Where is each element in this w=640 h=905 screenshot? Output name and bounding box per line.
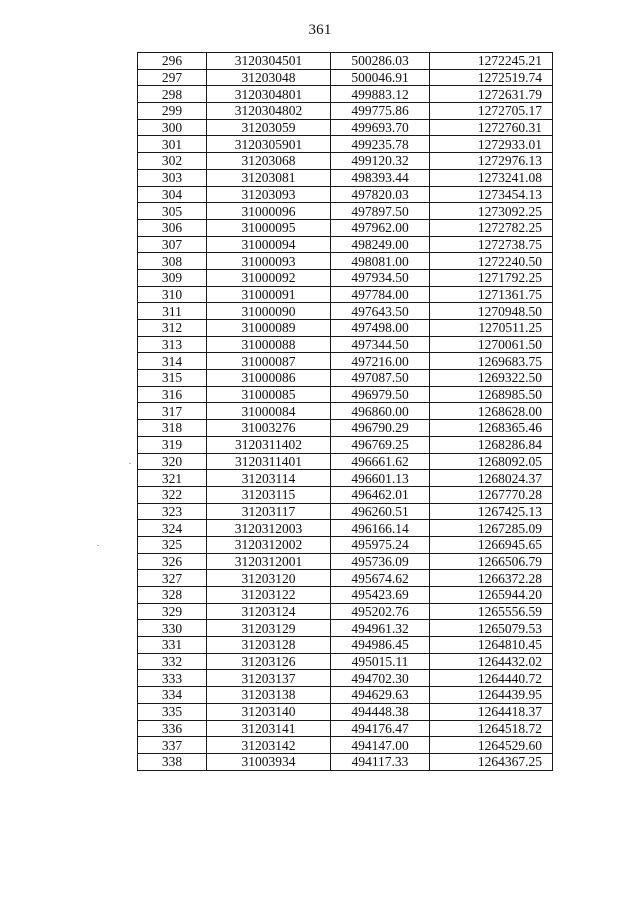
y-coordinate-cell: 1268286.84 bbox=[430, 436, 553, 453]
point-number-cell: 322 bbox=[138, 486, 207, 503]
y-coordinate-cell: 1266945.65 bbox=[430, 536, 553, 553]
point-number-cell: 337 bbox=[138, 737, 207, 754]
point-id-cell: 31203129 bbox=[207, 620, 331, 637]
x-coordinate-cell: 494448.38 bbox=[331, 703, 430, 720]
table-row bbox=[138, 587, 553, 604]
x-coordinate-cell: 497962.00 bbox=[331, 219, 430, 236]
point-number-cell: 306 bbox=[138, 219, 207, 236]
point-id-cell: 31000090 bbox=[207, 303, 331, 320]
table-row bbox=[138, 737, 553, 754]
table-row bbox=[138, 470, 553, 487]
point-id-cell: 31203142 bbox=[207, 737, 331, 754]
x-coordinate-cell: 498249.00 bbox=[331, 236, 430, 253]
x-coordinate-cell: 500286.03 bbox=[331, 53, 430, 70]
y-coordinate-cell: 1264529.60 bbox=[430, 737, 553, 754]
point-id-cell: 31000088 bbox=[207, 336, 331, 353]
point-id-cell: 31203138 bbox=[207, 687, 331, 704]
y-coordinate-cell: 1272933.01 bbox=[430, 136, 553, 153]
point-number-cell: 328 bbox=[138, 587, 207, 604]
table-row bbox=[138, 536, 553, 553]
point-number-cell: 315 bbox=[138, 370, 207, 387]
point-number-cell: 327 bbox=[138, 570, 207, 587]
x-coordinate-cell: 494629.63 bbox=[331, 687, 430, 704]
y-coordinate-cell: 1270061.50 bbox=[430, 336, 553, 353]
y-coordinate-cell: 1269683.75 bbox=[430, 353, 553, 370]
table-row bbox=[138, 103, 553, 120]
y-coordinate-cell: 1264432.02 bbox=[430, 653, 553, 670]
point-id-cell: 3120311401 bbox=[207, 453, 331, 470]
y-coordinate-cell: 1270948.50 bbox=[430, 303, 553, 320]
point-number-cell: 335 bbox=[138, 703, 207, 720]
point-id-cell: 31000084 bbox=[207, 403, 331, 420]
y-coordinate-cell: 1268985.50 bbox=[430, 386, 553, 403]
point-id-cell: 31000092 bbox=[207, 269, 331, 286]
point-id-cell: 3120312002 bbox=[207, 536, 331, 553]
y-coordinate-cell: 1273454.13 bbox=[430, 186, 553, 203]
point-number-cell: 314 bbox=[138, 353, 207, 370]
y-coordinate-cell: 1264439.95 bbox=[430, 687, 553, 704]
y-coordinate-cell: 1273092.25 bbox=[430, 203, 553, 220]
point-number-cell: 338 bbox=[138, 753, 207, 770]
point-number-cell: 298 bbox=[138, 86, 207, 103]
y-coordinate-cell: 1265944.20 bbox=[430, 587, 553, 604]
table-row bbox=[138, 169, 553, 186]
table-row bbox=[138, 420, 553, 437]
x-coordinate-cell: 496166.14 bbox=[331, 520, 430, 537]
y-coordinate-cell: 1268024.37 bbox=[430, 470, 553, 487]
x-coordinate-cell: 497498.00 bbox=[331, 320, 430, 337]
y-coordinate-cell: 1269322.50 bbox=[430, 370, 553, 387]
table-row bbox=[138, 503, 553, 520]
x-coordinate-cell: 495423.69 bbox=[331, 587, 430, 604]
table-row bbox=[138, 353, 553, 370]
x-coordinate-cell: 496661.62 bbox=[331, 453, 430, 470]
y-coordinate-cell: 1272631.79 bbox=[430, 86, 553, 103]
table-row bbox=[138, 153, 553, 170]
point-number-cell: 317 bbox=[138, 403, 207, 420]
point-id-cell: 31203120 bbox=[207, 570, 331, 587]
y-coordinate-cell: 1270511.25 bbox=[430, 320, 553, 337]
x-coordinate-cell: 499693.70 bbox=[331, 119, 430, 136]
point-id-cell: 31203122 bbox=[207, 587, 331, 604]
y-coordinate-cell: 1264367.25 bbox=[430, 753, 553, 770]
y-coordinate-cell: 1267285.09 bbox=[430, 520, 553, 537]
page-number: 361 bbox=[308, 22, 332, 38]
table-row bbox=[138, 603, 553, 620]
point-number-cell: 299 bbox=[138, 103, 207, 120]
y-coordinate-cell: 1271792.25 bbox=[430, 269, 553, 286]
point-id-cell: 3120311402 bbox=[207, 436, 331, 453]
x-coordinate-cell: 497216.00 bbox=[331, 353, 430, 370]
y-coordinate-cell: 1265079.53 bbox=[430, 620, 553, 637]
point-id-cell: 31000085 bbox=[207, 386, 331, 403]
point-id-cell: 31203081 bbox=[207, 169, 331, 186]
scan-speck bbox=[97, 545, 99, 546]
y-coordinate-cell: 1265556.59 bbox=[430, 603, 553, 620]
point-number-cell: 296 bbox=[138, 53, 207, 70]
x-coordinate-cell: 496860.00 bbox=[331, 403, 430, 420]
coordinates-table bbox=[137, 52, 553, 771]
point-number-cell: 309 bbox=[138, 269, 207, 286]
point-id-cell: 31000087 bbox=[207, 353, 331, 370]
x-coordinate-cell: 496462.01 bbox=[331, 486, 430, 503]
point-id-cell: 31000093 bbox=[207, 253, 331, 270]
table-row bbox=[138, 687, 553, 704]
point-number-cell: 308 bbox=[138, 253, 207, 270]
point-number-cell: 297 bbox=[138, 69, 207, 86]
point-number-cell: 321 bbox=[138, 470, 207, 487]
x-coordinate-cell: 497643.50 bbox=[331, 303, 430, 320]
point-id-cell: 3120305901 bbox=[207, 136, 331, 153]
table-row bbox=[138, 136, 553, 153]
y-coordinate-cell: 1267425.13 bbox=[430, 503, 553, 520]
point-number-cell: 304 bbox=[138, 186, 207, 203]
scan-speck bbox=[129, 463, 131, 464]
table-row bbox=[138, 637, 553, 654]
y-coordinate-cell: 1272782.25 bbox=[430, 219, 553, 236]
x-coordinate-cell: 494117.33 bbox=[331, 753, 430, 770]
y-coordinate-cell: 1272705.17 bbox=[430, 103, 553, 120]
point-id-cell: 31203048 bbox=[207, 69, 331, 86]
table-row bbox=[138, 670, 553, 687]
y-coordinate-cell: 1268092.05 bbox=[430, 453, 553, 470]
point-id-cell: 31203141 bbox=[207, 720, 331, 737]
point-number-cell: 319 bbox=[138, 436, 207, 453]
point-id-cell: 31203114 bbox=[207, 470, 331, 487]
point-number-cell: 316 bbox=[138, 386, 207, 403]
table-row bbox=[138, 703, 553, 720]
point-number-cell: 330 bbox=[138, 620, 207, 637]
x-coordinate-cell: 497897.50 bbox=[331, 203, 430, 220]
point-id-cell: 31003934 bbox=[207, 753, 331, 770]
point-number-cell: 312 bbox=[138, 320, 207, 337]
table-row bbox=[138, 403, 553, 420]
x-coordinate-cell: 494961.32 bbox=[331, 620, 430, 637]
point-number-cell: 329 bbox=[138, 603, 207, 620]
table-row bbox=[138, 253, 553, 270]
x-coordinate-cell: 498393.44 bbox=[331, 169, 430, 186]
point-id-cell: 3120304801 bbox=[207, 86, 331, 103]
y-coordinate-cell: 1272245.21 bbox=[430, 53, 553, 70]
y-coordinate-cell: 1272738.75 bbox=[430, 236, 553, 253]
point-number-cell: 334 bbox=[138, 687, 207, 704]
x-coordinate-cell: 499120.32 bbox=[331, 153, 430, 170]
table-row bbox=[138, 320, 553, 337]
y-coordinate-cell: 1271361.75 bbox=[430, 286, 553, 303]
point-number-cell: 320 bbox=[138, 453, 207, 470]
point-number-cell: 310 bbox=[138, 286, 207, 303]
x-coordinate-cell: 499235.78 bbox=[331, 136, 430, 153]
table-row bbox=[138, 336, 553, 353]
y-coordinate-cell: 1266372.28 bbox=[430, 570, 553, 587]
y-coordinate-cell: 1264418.37 bbox=[430, 703, 553, 720]
x-coordinate-cell: 494986.45 bbox=[331, 637, 430, 654]
x-coordinate-cell: 496260.51 bbox=[331, 503, 430, 520]
table-row bbox=[138, 186, 553, 203]
point-number-cell: 311 bbox=[138, 303, 207, 320]
table-row bbox=[138, 386, 553, 403]
point-number-cell: 336 bbox=[138, 720, 207, 737]
point-number-cell: 323 bbox=[138, 503, 207, 520]
x-coordinate-cell: 499883.12 bbox=[331, 86, 430, 103]
point-id-cell: 31000091 bbox=[207, 286, 331, 303]
point-id-cell: 31000086 bbox=[207, 370, 331, 387]
point-id-cell: 31000096 bbox=[207, 203, 331, 220]
y-coordinate-cell: 1264518.72 bbox=[430, 720, 553, 737]
table-row bbox=[138, 553, 553, 570]
y-coordinate-cell: 1272519.74 bbox=[430, 69, 553, 86]
table-row bbox=[138, 753, 553, 770]
x-coordinate-cell: 494176.47 bbox=[331, 720, 430, 737]
point-id-cell: 31203093 bbox=[207, 186, 331, 203]
x-coordinate-cell: 495674.62 bbox=[331, 570, 430, 587]
point-id-cell: 31203126 bbox=[207, 653, 331, 670]
table-row bbox=[138, 203, 553, 220]
x-coordinate-cell: 496601.13 bbox=[331, 470, 430, 487]
point-id-cell: 31203140 bbox=[207, 703, 331, 720]
x-coordinate-cell: 495975.24 bbox=[331, 536, 430, 553]
y-coordinate-cell: 1267770.28 bbox=[430, 486, 553, 503]
y-coordinate-cell: 1273241.08 bbox=[430, 169, 553, 186]
point-number-cell: 307 bbox=[138, 236, 207, 253]
x-coordinate-cell: 495202.76 bbox=[331, 603, 430, 620]
point-number-cell: 300 bbox=[138, 119, 207, 136]
point-number-cell: 326 bbox=[138, 553, 207, 570]
table-row bbox=[138, 486, 553, 503]
point-number-cell: 305 bbox=[138, 203, 207, 220]
point-id-cell: 31203128 bbox=[207, 637, 331, 654]
point-id-cell: 31003276 bbox=[207, 420, 331, 437]
point-number-cell: 301 bbox=[138, 136, 207, 153]
x-coordinate-cell: 495015.11 bbox=[331, 653, 430, 670]
x-coordinate-cell: 499775.86 bbox=[331, 103, 430, 120]
y-coordinate-cell: 1272240.50 bbox=[430, 253, 553, 270]
point-id-cell: 31000095 bbox=[207, 219, 331, 236]
x-coordinate-cell: 497087.50 bbox=[331, 370, 430, 387]
point-id-cell: 31203124 bbox=[207, 603, 331, 620]
y-coordinate-cell: 1264810.45 bbox=[430, 637, 553, 654]
table-row bbox=[138, 436, 553, 453]
point-id-cell: 3120312001 bbox=[207, 553, 331, 570]
point-id-cell: 31203115 bbox=[207, 486, 331, 503]
y-coordinate-cell: 1272760.31 bbox=[430, 119, 553, 136]
x-coordinate-cell: 497934.50 bbox=[331, 269, 430, 286]
y-coordinate-cell: 1264440.72 bbox=[430, 670, 553, 687]
y-coordinate-cell: 1272976.13 bbox=[430, 153, 553, 170]
x-coordinate-cell: 494147.00 bbox=[331, 737, 430, 754]
x-coordinate-cell: 497344.50 bbox=[331, 336, 430, 353]
point-number-cell: 318 bbox=[138, 420, 207, 437]
table-row bbox=[138, 303, 553, 320]
table-row bbox=[138, 620, 553, 637]
point-number-cell: 313 bbox=[138, 336, 207, 353]
table-row bbox=[138, 119, 553, 136]
y-coordinate-cell: 1268628.00 bbox=[430, 403, 553, 420]
x-coordinate-cell: 496769.25 bbox=[331, 436, 430, 453]
point-id-cell: 3120304802 bbox=[207, 103, 331, 120]
point-number-cell: 331 bbox=[138, 637, 207, 654]
x-coordinate-cell: 496979.50 bbox=[331, 386, 430, 403]
table-row bbox=[138, 219, 553, 236]
table-row bbox=[138, 453, 553, 470]
y-coordinate-cell: 1268365.46 bbox=[430, 420, 553, 437]
coordinates-table-body bbox=[138, 53, 553, 771]
point-number-cell: 303 bbox=[138, 169, 207, 186]
point-number-cell: 333 bbox=[138, 670, 207, 687]
point-number-cell: 324 bbox=[138, 520, 207, 537]
point-id-cell: 31203059 bbox=[207, 119, 331, 136]
point-id-cell: 31203068 bbox=[207, 153, 331, 170]
table-row bbox=[138, 69, 553, 86]
table-row bbox=[138, 86, 553, 103]
point-number-cell: 302 bbox=[138, 153, 207, 170]
x-coordinate-cell: 497820.03 bbox=[331, 186, 430, 203]
x-coordinate-cell: 496790.29 bbox=[331, 420, 430, 437]
table-row bbox=[138, 53, 553, 70]
point-id-cell: 3120312003 bbox=[207, 520, 331, 537]
point-id-cell: 31203117 bbox=[207, 503, 331, 520]
point-number-cell: 332 bbox=[138, 653, 207, 670]
table-row bbox=[138, 570, 553, 587]
point-id-cell: 31000089 bbox=[207, 320, 331, 337]
point-id-cell: 3120304501 bbox=[207, 53, 331, 70]
x-coordinate-cell: 500046.91 bbox=[331, 69, 430, 86]
table-row bbox=[138, 720, 553, 737]
table-row bbox=[138, 236, 553, 253]
x-coordinate-cell: 494702.30 bbox=[331, 670, 430, 687]
table-row bbox=[138, 286, 553, 303]
point-number-cell: 325 bbox=[138, 536, 207, 553]
point-id-cell: 31000094 bbox=[207, 236, 331, 253]
table-row bbox=[138, 370, 553, 387]
table-row bbox=[138, 653, 553, 670]
x-coordinate-cell: 498081.00 bbox=[331, 253, 430, 270]
x-coordinate-cell: 495736.09 bbox=[331, 553, 430, 570]
table-row bbox=[138, 520, 553, 537]
table-row bbox=[138, 269, 553, 286]
y-coordinate-cell: 1266506.79 bbox=[430, 553, 553, 570]
point-id-cell: 31203137 bbox=[207, 670, 331, 687]
x-coordinate-cell: 497784.00 bbox=[331, 286, 430, 303]
